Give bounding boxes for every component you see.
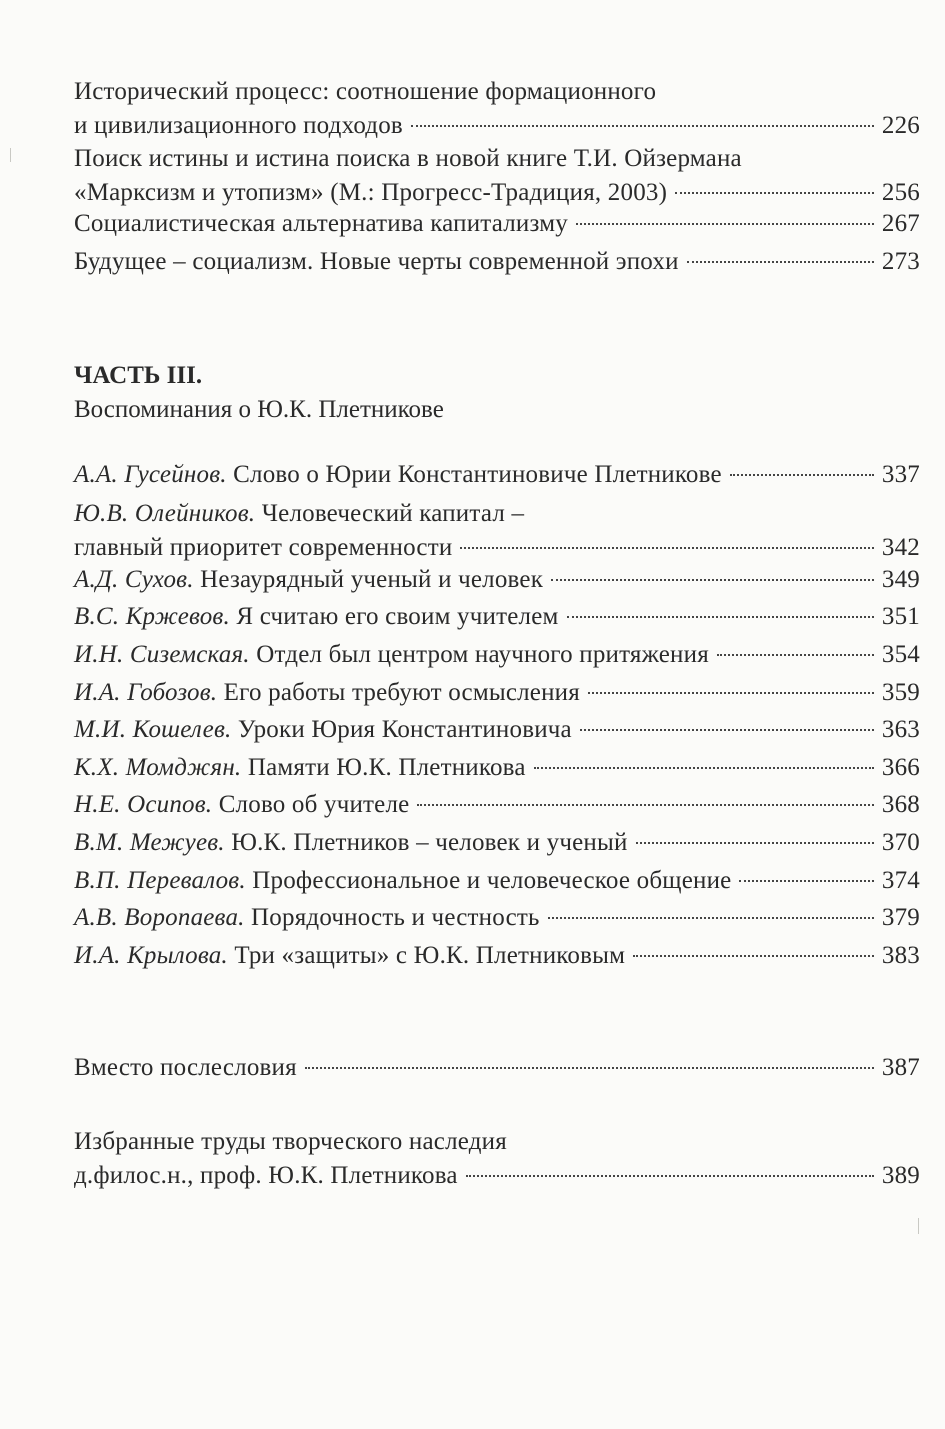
dot-leader bbox=[739, 880, 873, 882]
memoir-entry bbox=[74, 563, 920, 597]
dot-leader bbox=[636, 842, 874, 844]
dot-leader bbox=[567, 616, 874, 618]
dot-leader bbox=[534, 767, 874, 769]
memoir-entry bbox=[74, 713, 920, 747]
toc-entry-selected-works bbox=[74, 1125, 920, 1193]
dot-leader bbox=[548, 917, 874, 919]
memoir-title: Слово о Юрии Константиновиче Плетникове bbox=[233, 461, 722, 488]
scan-artifact bbox=[918, 1218, 919, 1234]
toc-page-number: 389 bbox=[881, 1162, 920, 1189]
memoir-author: И.А. Крылова. bbox=[74, 942, 228, 969]
memoir-entry bbox=[74, 458, 920, 492]
memoir-entry bbox=[74, 826, 920, 860]
dot-leader bbox=[466, 1175, 874, 1177]
memoir-author: И.А. Гобозов. bbox=[74, 679, 218, 706]
dot-leader bbox=[576, 223, 874, 225]
dot-leader bbox=[551, 579, 874, 581]
toc-page-number: 337 bbox=[881, 461, 920, 488]
scan-artifact bbox=[10, 148, 11, 162]
part-heading: ЧАСТЬ III. bbox=[74, 362, 203, 389]
toc-entry-title-line: Избранные труды творческого наследия bbox=[74, 1128, 507, 1155]
memoir-entry bbox=[74, 939, 920, 973]
toc-page-number: 363 bbox=[881, 716, 920, 743]
toc-page-number: 387 bbox=[881, 1054, 920, 1081]
toc-entry-truth-search bbox=[74, 142, 920, 210]
toc-page-number: 359 bbox=[881, 679, 920, 706]
memoir-author: В.М. Межуев. bbox=[74, 829, 225, 856]
memoir-entry bbox=[74, 901, 920, 935]
toc-page-number: 273 bbox=[881, 248, 920, 275]
toc-entry-title: Вместо послесловия bbox=[74, 1054, 297, 1081]
memoir-title: Слово об учителе bbox=[218, 791, 410, 818]
toc-entry-title: Будущее – социализм. Новые черты современной эпохи bbox=[74, 248, 679, 275]
memoir-entry bbox=[74, 497, 920, 565]
toc-page-number: 374 bbox=[881, 867, 920, 894]
toc-page-number: 226 bbox=[881, 112, 920, 139]
toc-page-number: 354 bbox=[881, 641, 920, 668]
toc-page-number: 379 bbox=[881, 904, 920, 931]
memoir-title: Три «защиты» с Ю.К. Плетниковым bbox=[234, 942, 626, 969]
toc-page-number: 267 bbox=[881, 210, 920, 237]
memoir-author: Н.Е. Осипов. bbox=[74, 791, 213, 818]
toc-entry-historical-process bbox=[74, 75, 920, 143]
dot-leader bbox=[460, 547, 873, 549]
memoir-entry bbox=[74, 788, 920, 822]
toc-entry-future-socialism bbox=[74, 245, 920, 279]
toc-entry-socialist-alternative bbox=[74, 207, 920, 241]
part-subtitle: Воспоминания о Ю.К. Плетникове bbox=[74, 396, 444, 423]
memoir-title: Уроки Юрия Константиновича bbox=[237, 716, 572, 743]
toc-page-number: 351 bbox=[881, 603, 920, 630]
memoir-title: Порядочность и честность bbox=[251, 904, 540, 931]
toc-page-number: 349 bbox=[881, 566, 920, 593]
toc-page-number: 370 bbox=[881, 829, 920, 856]
dot-leader bbox=[717, 654, 874, 656]
memoir-entry bbox=[74, 638, 920, 672]
memoir-author: В.С. Кржевов. bbox=[74, 603, 230, 630]
dot-leader bbox=[305, 1067, 874, 1069]
memoir-entry bbox=[74, 751, 920, 785]
memoir-title-line: Человеческий капитал – bbox=[261, 500, 525, 527]
dot-leader bbox=[411, 125, 874, 127]
toc-entry-title: «Марксизм и утопизм» (М.: Прогресс-Традиция, 2003) bbox=[74, 179, 668, 206]
memoir-author: А.В. Воропаева. bbox=[74, 904, 245, 931]
memoir-author: И.Н. Сиземская. bbox=[74, 641, 250, 668]
memoir-title: Памяти Ю.К. Плетникова bbox=[247, 754, 526, 781]
memoir-title: Я считаю его своим учителем bbox=[236, 603, 559, 630]
toc-entry-title-line: Исторический процесс: соотношение формационного bbox=[74, 78, 657, 105]
dot-leader bbox=[675, 192, 874, 194]
memoir-entry bbox=[74, 676, 920, 710]
memoir-author: В.П. Перевалов. bbox=[74, 867, 246, 894]
memoir-title: Профессиональное и человеческое общение bbox=[252, 867, 732, 894]
dot-leader bbox=[588, 692, 874, 694]
toc-entry-title-line: Поиск истины и истина поиска в новой книге Т.И. Ойзермана bbox=[74, 145, 742, 172]
memoir-title: Отдел был центром научного притяжения bbox=[256, 641, 709, 668]
memoir-entry bbox=[74, 600, 920, 634]
memoir-title: главный приоритет современности bbox=[74, 534, 453, 561]
dot-leader bbox=[633, 955, 874, 957]
dot-leader bbox=[580, 729, 874, 731]
toc-entry-afterword bbox=[74, 1051, 920, 1085]
memoir-author: К.Х. Момджян. bbox=[74, 754, 242, 781]
memoir-title: Ю.К. Плетников – человек и ученый bbox=[231, 829, 628, 856]
memoir-title: Незаурядный ученый и человек bbox=[200, 566, 544, 593]
memoir-entry bbox=[74, 864, 920, 898]
memoir-author: М.И. Кошелев. bbox=[74, 716, 232, 743]
dot-leader bbox=[730, 474, 874, 476]
memoir-author: Ю.В. Олейников. bbox=[74, 500, 256, 527]
dot-leader bbox=[687, 261, 874, 263]
toc-entry-title: и цивилизационного подходов bbox=[74, 112, 403, 139]
memoir-author: А.Д. Сухов. bbox=[74, 566, 194, 593]
dot-leader bbox=[417, 804, 873, 806]
toc-page-number: 383 bbox=[881, 942, 920, 969]
toc-page-number: 256 bbox=[881, 179, 920, 206]
toc-entry-title: Социалистическая альтернатива капитализму bbox=[74, 210, 568, 237]
memoir-author: А.А. Гусейнов. bbox=[74, 461, 227, 488]
toc-page-number: 368 bbox=[881, 791, 920, 818]
toc-entry-title: д.филос.н., проф. Ю.К. Плетникова bbox=[74, 1162, 458, 1189]
toc-page-number: 342 bbox=[881, 534, 920, 561]
toc-page-number: 366 bbox=[881, 754, 920, 781]
memoir-title: Его работы требуют осмысления bbox=[223, 679, 580, 706]
table-of-contents-page bbox=[74, 0, 920, 1429]
